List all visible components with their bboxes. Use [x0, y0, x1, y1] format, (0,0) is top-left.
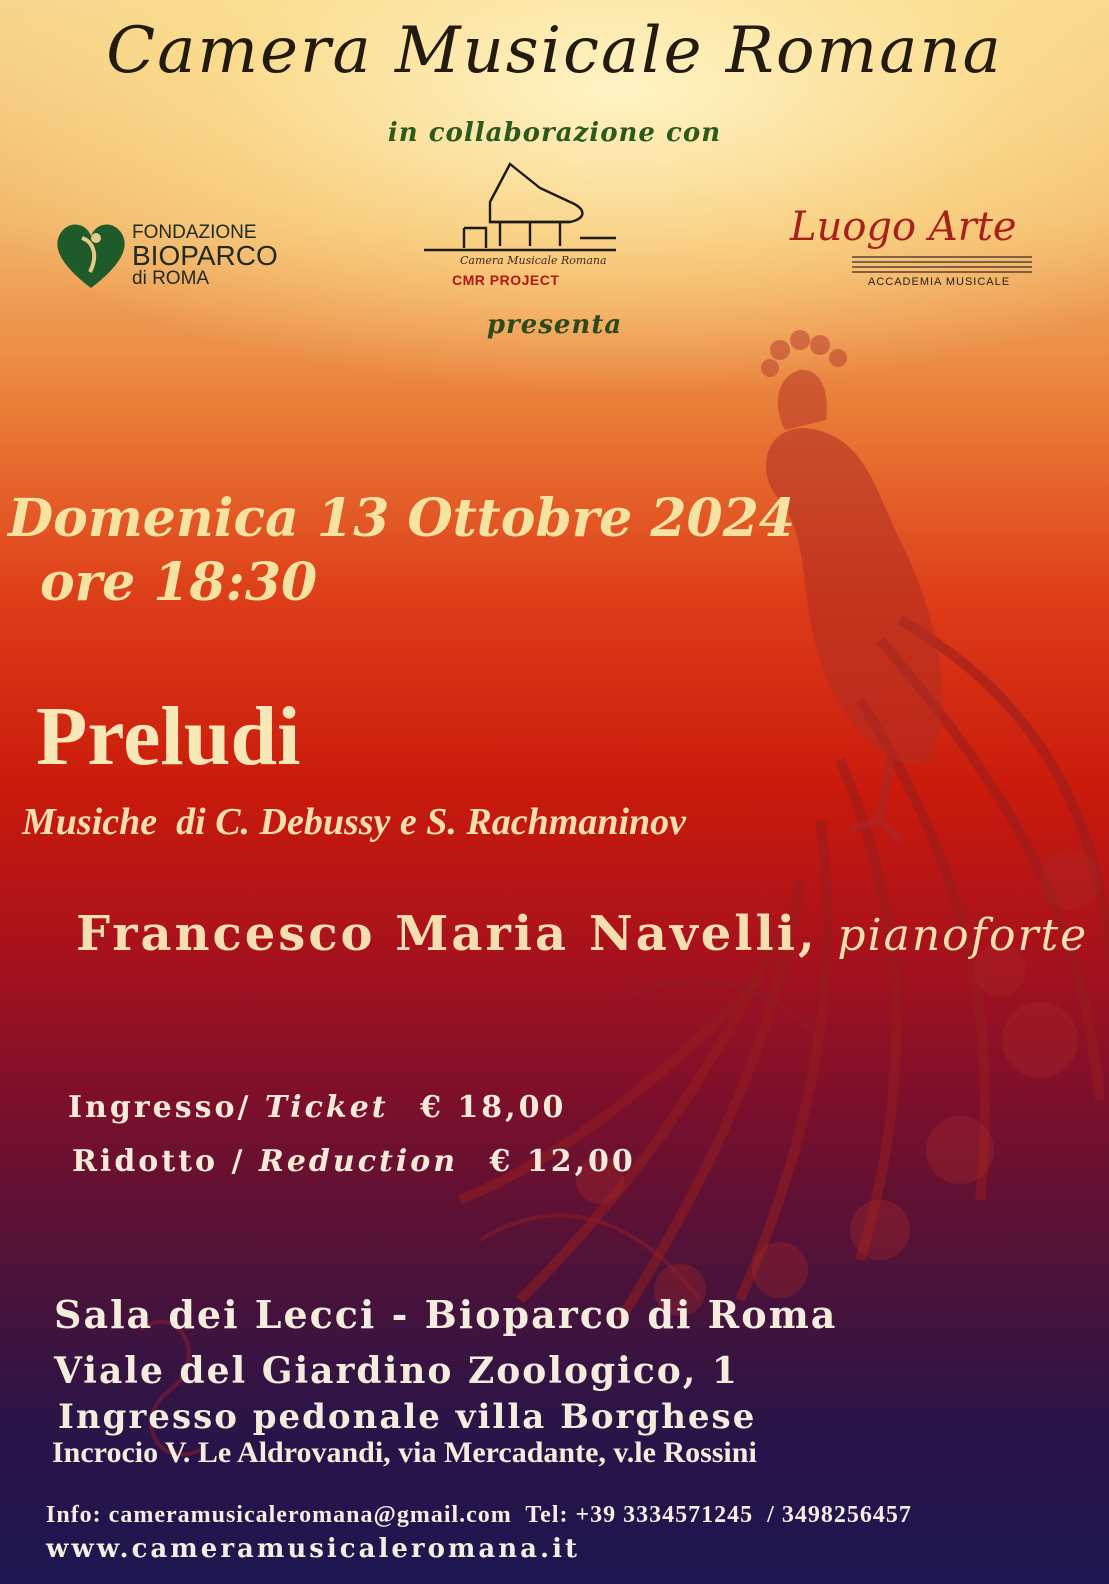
organization-title: Camera Musicale Romana	[106, 14, 1003, 88]
event-title: Preludi	[36, 690, 301, 783]
cmr-project-logo	[420, 158, 640, 298]
ticket-full-label-en: Ticket	[264, 1090, 389, 1125]
venue-address: Viale del Giardino Zoologico, 1	[54, 1350, 739, 1392]
performer-instrument: pianoforte	[837, 910, 1089, 961]
cmr-caption: Camera Musicale Romana	[460, 254, 607, 267]
performer-name: Francesco Maria Navelli,	[76, 906, 818, 962]
staff-lines-icon	[852, 254, 1032, 276]
ticket-reduced	[72, 1144, 636, 1179]
bioparco-line1: FONDAZIONE	[132, 222, 257, 243]
heart-leaf-icon	[52, 216, 130, 294]
venue-name: Sala dei Lecci - Bioparco di Roma	[54, 1292, 838, 1337]
bioparco-logo	[52, 216, 292, 296]
peacock-body	[766, 428, 942, 764]
peacock-neck	[778, 370, 827, 430]
contact-info: Info: cameramusicaleromana@gmail.com Tel: +39 3334571245 / 3498256457	[46, 1502, 912, 1528]
luogo-arte-subtitle: ACCADEMIA MUSICALE	[868, 276, 1011, 288]
ticket-full-price: € 18,00	[420, 1090, 567, 1125]
collaboration-label: in collaborazione con	[387, 118, 722, 148]
performer-line	[76, 906, 1088, 962]
event-date: Domenica 13 Ottobre 2024	[8, 488, 796, 549]
ticket-full-label: Ingresso/	[68, 1090, 252, 1125]
venue-crossroad: Incrocio V. Le Aldrovandi, via Mercadante, v.le Rossini	[52, 1436, 757, 1469]
grand-piano-icon	[420, 158, 640, 268]
ticket-full	[68, 1090, 566, 1125]
cmr-name: CMR PROJECT	[452, 272, 560, 288]
luogo-arte-logo	[790, 204, 1040, 294]
luogo-arte-name: Luogo Arte	[790, 204, 1017, 250]
bioparco-line2: BIOPARCO	[132, 240, 278, 271]
venue-entrance: Ingresso pedonale villa Borghese	[58, 1397, 757, 1437]
bioparco-line3: di ROMA	[132, 268, 210, 289]
presents-label: presenta	[486, 310, 623, 340]
event-time: ore 18:30	[40, 552, 318, 613]
website-link[interactable]: www.cameramusicaleromana.it	[46, 1534, 580, 1564]
ticket-reduced-price: € 12,00	[489, 1144, 636, 1179]
ticket-reduced-label: Ridotto /	[72, 1144, 246, 1179]
event-program: Musiche di C. Debussy e S. Rachmaninov	[22, 801, 687, 843]
ticket-reduced-label-en: Reduction	[258, 1144, 459, 1179]
